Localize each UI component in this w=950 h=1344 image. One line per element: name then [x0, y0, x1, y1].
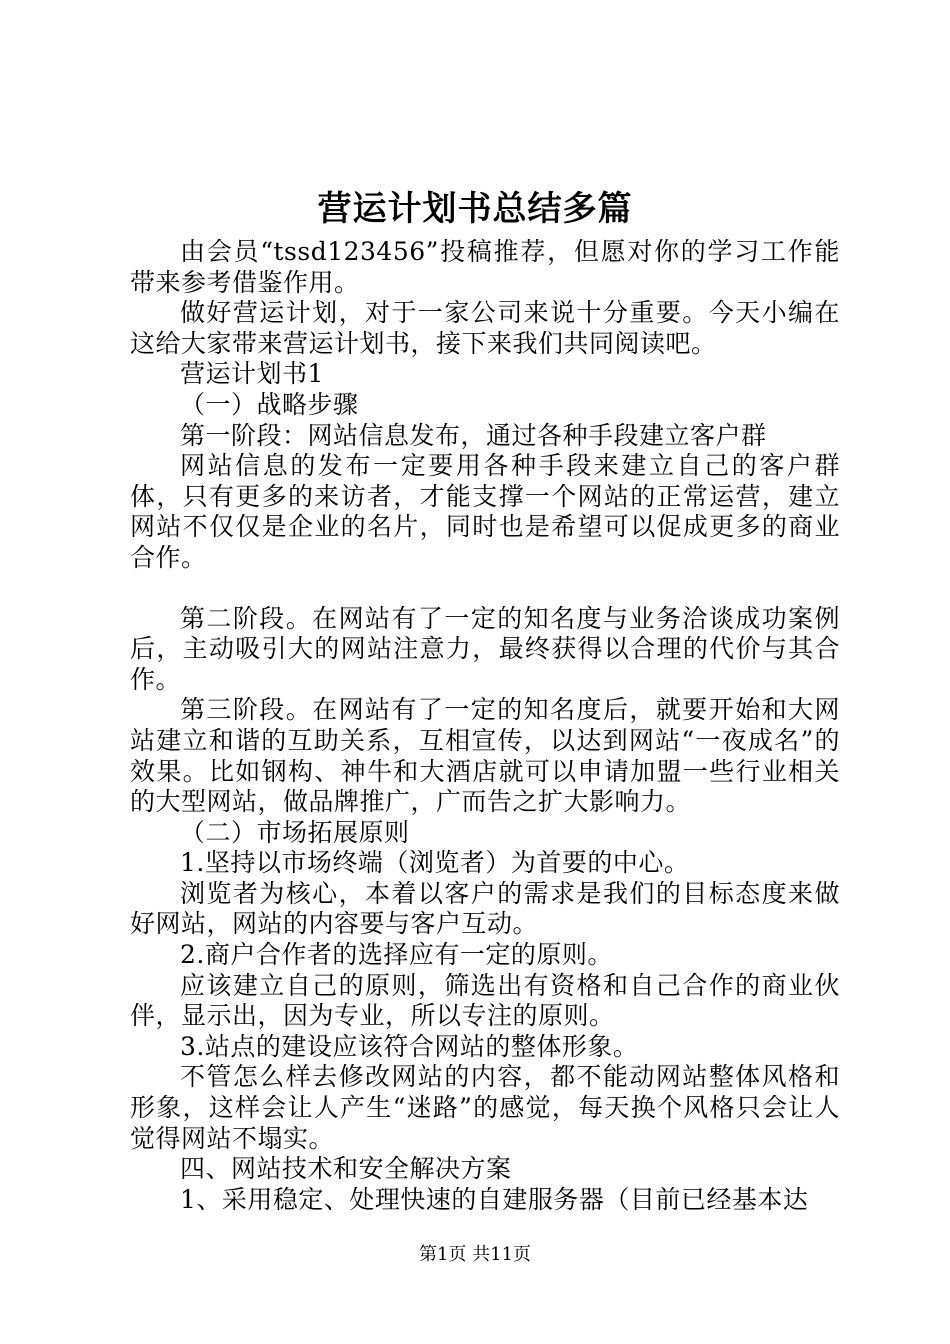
- subsection-heading-market-principles: （二）市场拓展原则: [180, 817, 410, 847]
- paragraph-stage-1-heading: 第一阶段：网站信息发布，通过各种手段建立客户群: [180, 420, 767, 450]
- paragraph-principle-1: 1.坚持以市场终端（浏览者）为首要的中心。: [180, 848, 690, 878]
- subsection-heading-strategy: （一）战略步骤: [180, 389, 359, 419]
- paragraph-intro-summary: 做好营运计划，对于一家公司来说十分重要。今天小编在这给大家带来营运计划书，接下来我们共同阅读吧。: [130, 298, 840, 358]
- paragraph-principle-2: 2.商户合作者的选择应有一定的原则。: [180, 940, 613, 970]
- section-heading-plan-1: 营运计划书1: [180, 359, 324, 389]
- page-number-footer: 第1页 共11页: [418, 1244, 532, 1265]
- paragraph-principle-3: 3.站点的建设应该符合网站的整体形象。: [180, 1031, 639, 1061]
- paragraph-principle-2-detail: 应该建立自己的原则，筛选出有资格和自己合作的商业伙伴，显示出，因为专业，所以专注的原则。: [130, 970, 840, 1031]
- paragraph-tech-item-1: 1、采用稳定、处理快速的自建服务器（目前已经基本达: [180, 1184, 809, 1214]
- paragraph-intro-contributor: 由会员“tssd123456”投稿推荐，但愿对你的学习工作能带来参考借鉴作用。: [130, 237, 840, 297]
- paragraph-stage-1-detail: 网站信息的发布一定要用各种手段来建立自己的客户群体，只有更多的来访者，才能支撑一个网站的正常运营，建立网站不仅仅是企业的名片，同时也是希望可以促成更多的商业合作。: [130, 451, 840, 572]
- section-heading-tech-security: 四、网站技术和安全解决方案: [180, 1154, 512, 1184]
- paragraph-stage-2: 第二阶段。在网站有了一定的知名度与业务洽谈成功案例后，主动吸引大的网站注意力，最终获得以合理的代价与其合作。: [130, 603, 840, 694]
- paragraph-stage-3: 第三阶段。在网站有了一定的知名度后，就要开始和大网站建立和谐的互助关系，互相宣传，以达到网站“一夜成名”的效果。比如钢构、神牛和大酒店就可以申请加盟一些行业相关的大型网站，做品牌推广，广而告之扩大影响力。: [130, 695, 840, 817]
- document-body: [130, 237, 840, 1215]
- paragraph-principle-1-detail: 浏览者为核心，本着以客户的需求是我们的目标态度来做好网站，网站的内容要与客户互动。: [130, 878, 840, 939]
- paragraph-principle-3-detail: 不管怎么样去修改网站的内容，都不能动网站整体风格和形象，这样会让人产生“迷路”的感觉，每天换个风格只会让人觉得网站不塌实。: [130, 1062, 840, 1153]
- document-title: 营运计划书总结多篇: [317, 189, 633, 229]
